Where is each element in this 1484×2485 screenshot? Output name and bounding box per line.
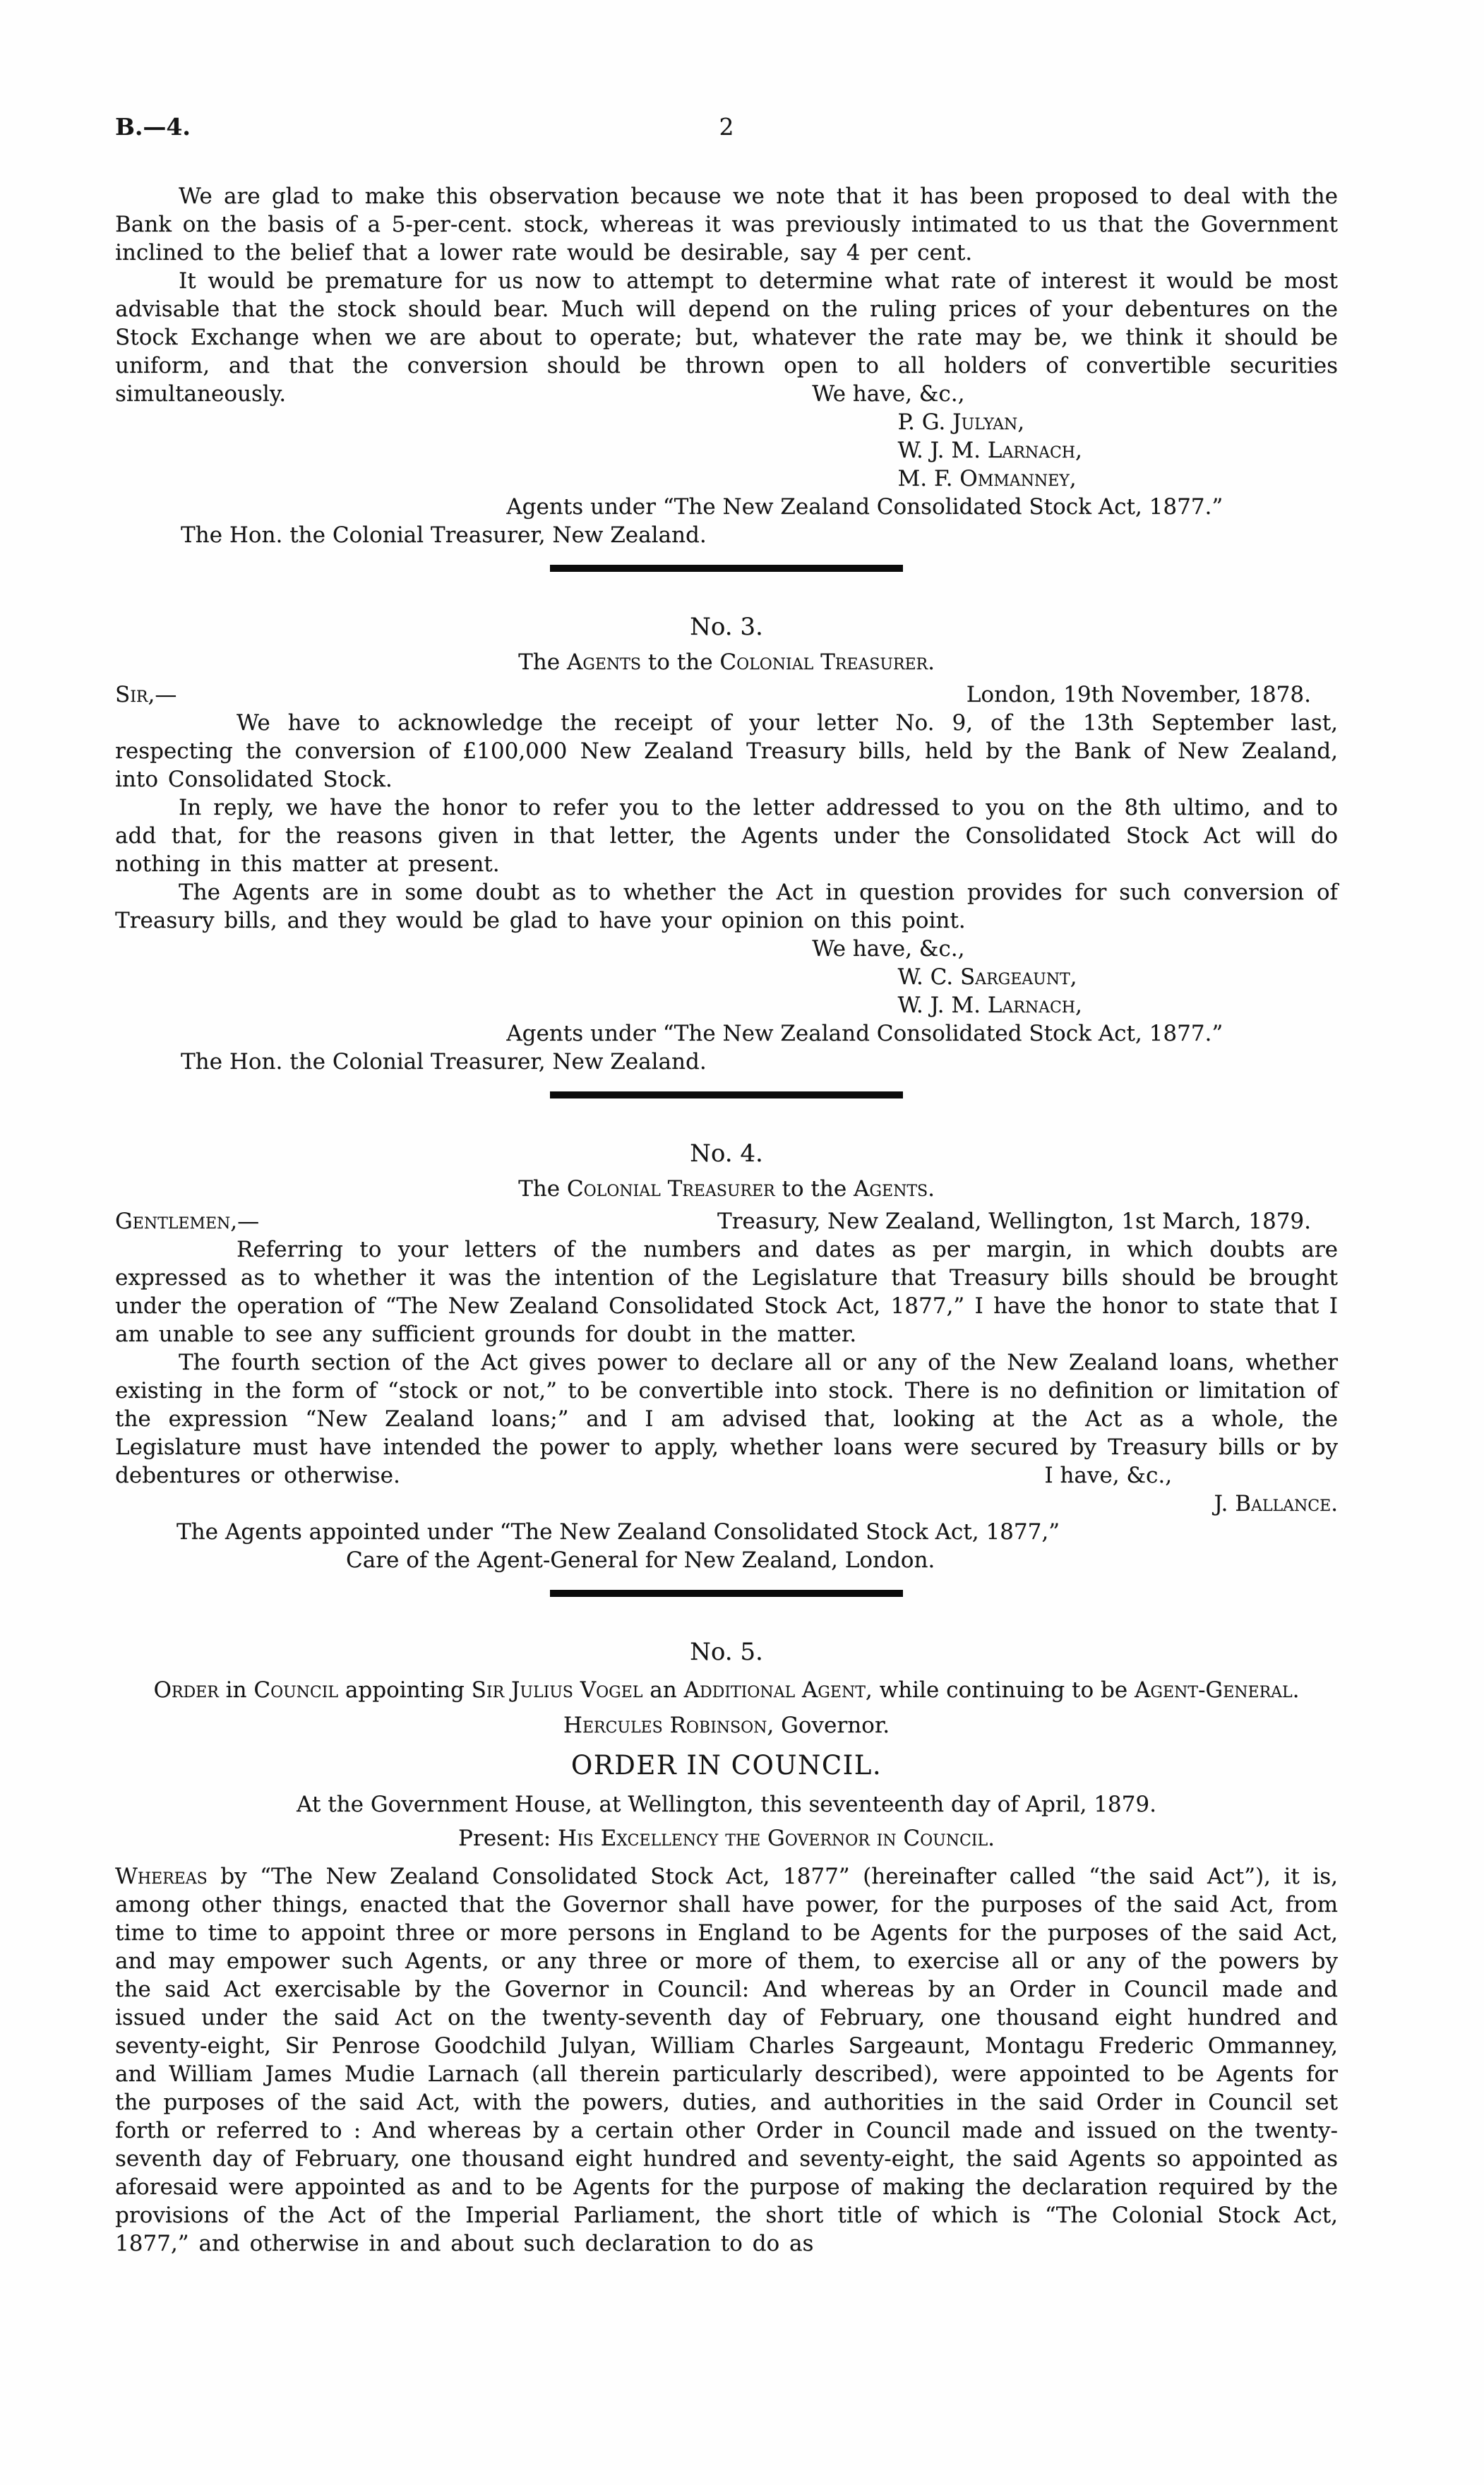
present-line: Present: His Excellency the Governor in Council.: [458, 1826, 995, 1851]
letter-number: No. 3.: [690, 613, 763, 641]
governor-line: Hercules Robinson, Governor.: [563, 1713, 890, 1738]
order-title: Order in Council appointing Sir Julius Vogel an Additional Agent, while continuing to be Agent-General.: [153, 1677, 1300, 1703]
letter-heading: The Agents to the Colonial Treasurer.: [518, 649, 935, 675]
signature: W. C. Sargeaunt,: [897, 964, 1077, 990]
signature: W. J. M. Larnach,: [897, 993, 1082, 1018]
order-body-paragraph: Whereas by “The New Zealand Consolidated Stock Act, 1877” (hereinafter called “the said Act”), it is, among other things, enacted that the Governor shall have power, for the purposes of the said Act, from time to time to appoint three or more persons in England to be Agents for the purposes of the said Act, and may empower such Agents, or any three or more of them, to exercise all or any of the powers by the said Act exercisable by the Governor in Council: And whereas by an Order in Council made and issued under the said Act on the twenty-seventh day of February, one thousand eight hundred and seventy-eight, Sir Penrose Goodchild Julyan, William Charles Sargeaunt, Montagu Frederic Ommanney, and William James Mudie Larnach (all therein particularly described), were appointed to be Agents for the purposes of the said Act, with the powers, duties, and authorities in the said Order in Council set forth or referred to : And whereas by a certain other Order in Council made and issued on the twenty-seventh day of February, one thousand eight hundred and seventy-eight, the said Agents so appointed as aforesaid were appointed as and to be Agents for the purpose of making the declaration required by the provisions of the Act of the Imperial Parliament, the short title of which is “The Colonial Stock Act, 1877,” and otherwise in and about such declaration to do as: [115, 1864, 1338, 2256]
valediction: We have, &c.,: [812, 381, 965, 407]
paragraph: In reply, we have the honor to refer you to the letter addressed to you on the 8th ultimo, and to add that, for the reasons given in that letter, the Agents under the Consolidated Stock Act will do nothing in this matter at present.: [115, 795, 1338, 877]
letter-heading: The Colonial Treasurer to the Agents.: [518, 1176, 935, 1202]
signature: M. F. Ommanney,: [897, 466, 1077, 491]
paragraph: The fourth section of the Act gives power to declare all or any of the New Zealand loans, whether existing in the form of “stock or not,” to be convertible into stock. There is no definition or limitation of the expression “New Zealand loans;” and I am advised that, looking at the Act as a whole, the Legislature must have intended the power to apply, whether loans were secured by Treasury bills or by debentures or otherwise.: [115, 1350, 1338, 1488]
letter-no3: [115, 611, 1338, 1076]
letter-no4: [115, 1138, 1338, 1574]
signature: J. Ballance.: [1214, 1491, 1338, 1516]
document-reference: B.—4.: [115, 113, 191, 140]
paragraph: It would be premature for us now to attempt to determine what rate of interest it would be most advisable that the stock should bear. Much will depend on the ruling prices of your debentures on the Stock Exchange when we are about to operate; but, whatever the rate may be, we think it should be uniform, and that the conversion should be thrown open to all holders of convertible securities simultaneously.: [115, 268, 1338, 407]
agents-attribution-line: Agents under “The New Zealand Consolidated Stock Act, 1877.”: [506, 494, 1223, 520]
agents-attribution-line: Agents under “The New Zealand Consolidated Stock Act, 1877.”: [506, 1021, 1223, 1046]
addressee-line: The Agents appointed under “The New Zealand Consolidated Stock Act, 1877,”: [176, 1519, 1060, 1545]
paragraph: We have to acknowledge the receipt of your letter No. 9, of the 13th September last, respecting the conversion of £100,000 New Zealand Treasury bills, held by the Bank of New Zealand, into Consolidated Stock.: [115, 710, 1338, 792]
section-divider: [550, 565, 903, 572]
section-divider: [550, 1091, 903, 1098]
letter-number: No. 4.: [690, 1139, 763, 1168]
salutation: Sir,—: [115, 682, 177, 707]
paragraph: We are glad to make this observation because we note that it has been proposed to deal with the Bank on the basis of a 5-per-cent. stock, whereas it was previously intimated to us that the Government inclined to the belief that a lower rate would be desirable, say 4 per cent.: [115, 184, 1338, 265]
salutation-row: [115, 1207, 1338, 1235]
page-header: [115, 113, 1338, 141]
order-heading: ORDER IN COUNCIL.: [570, 1750, 882, 1780]
valediction: We have, &c.,: [812, 936, 965, 962]
salutation: Gentlemen,—: [115, 1209, 260, 1234]
valediction: I have, &c.,: [1044, 1463, 1173, 1488]
paragraph: Referring to your letters of the numbers and dates as per margin, in which doubts are expressed as to whether it was the intention of the Legislature that Treasury bills should be brought under the operation of “The New Zealand Consolidated Stock Act, 1877,” I have the honor to state that I am unable to see any sufficient grounds for doubt in the matter.: [115, 1237, 1338, 1347]
signature: W. J. M. Larnach,: [897, 438, 1082, 463]
paragraph-with-valediction: [115, 1348, 1338, 1490]
page-number: 2: [719, 113, 734, 140]
salutation-row: [115, 681, 1338, 709]
dateline: London, 19th November, 1878.: [966, 682, 1311, 707]
dateline: Treasury, New Zealand, Wellington, 1st March, 1879.: [717, 1209, 1311, 1234]
signature: P. G. Julyan,: [897, 409, 1025, 435]
order-in-council-no5: [115, 1636, 1338, 2258]
addressee-line: The Hon. the Colonial Treasurer, New Zealand.: [181, 522, 707, 548]
place-date-line: At the Government House, at Wellington, this seventeenth day of April, 1879.: [297, 1792, 1156, 1817]
section-divider: [550, 1590, 903, 1597]
order-number: No. 5.: [690, 1638, 763, 1666]
paragraph: The Agents are in some doubt as to whether the Act in question provides for such conversion of Treasury bills, and they would be glad to have your opinion on this point.: [115, 880, 1338, 933]
paragraph-with-valediction: [115, 267, 1338, 408]
letter-no2-continuation: [115, 182, 1338, 549]
addressee-line: Care of the Agent-General for New Zealand, London.: [346, 1547, 935, 1573]
addressee-line: The Hon. the Colonial Treasurer, New Zealand.: [181, 1049, 707, 1074]
